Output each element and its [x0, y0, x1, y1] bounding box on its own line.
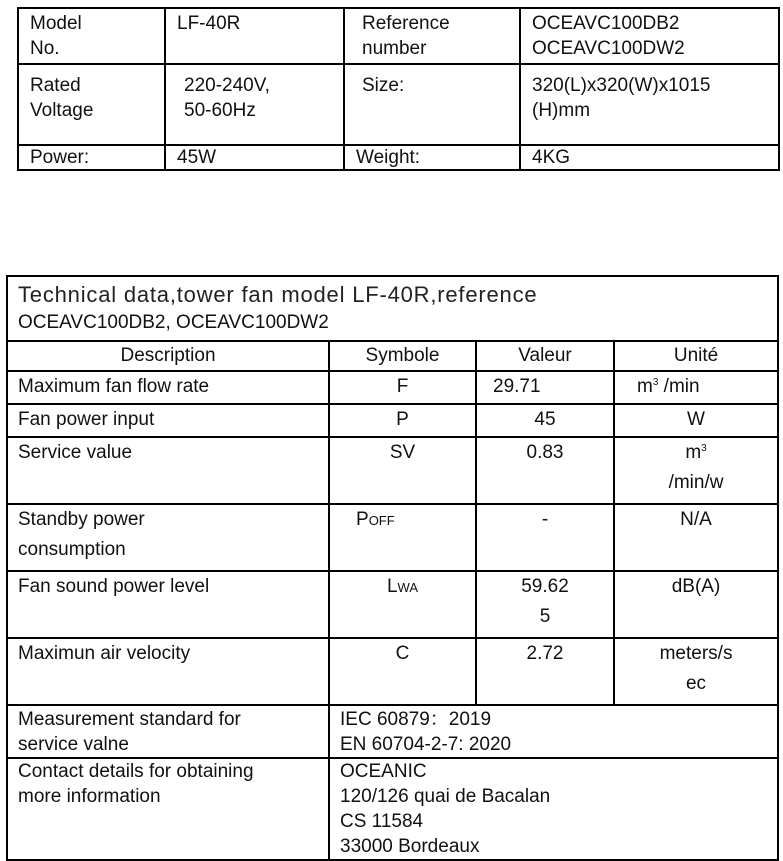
spec-label-power [18, 145, 165, 170]
spec-value-power [165, 145, 344, 170]
row-symbol: F [329, 371, 476, 404]
value-text: 220-240V, [184, 75, 270, 96]
label-line: Measurement standard for [18, 709, 241, 730]
contact-value [329, 758, 778, 860]
label-text: Power: [30, 147, 90, 168]
symbol-main: P [356, 509, 369, 530]
header-symbol: Symbole [329, 341, 476, 371]
spec-value-weight [520, 145, 779, 170]
tech-title: Technical data,tower fan model LF-40R,reference [18, 282, 538, 307]
unit-base: m [637, 376, 653, 397]
unit-line: meters/s [659, 643, 733, 664]
row-description: Maximun air velocity [7, 638, 329, 705]
label-text: Model [30, 13, 82, 34]
row-value: 2.72 [476, 638, 614, 705]
spec-table [17, 7, 780, 171]
unit-line: /min/w [668, 472, 724, 493]
row-description: Fan sound power level [7, 571, 329, 638]
spec-row-power [18, 145, 779, 170]
spec-label-weight [344, 145, 520, 170]
row-value: 0.83 [476, 437, 614, 504]
value-line: IEC 60879：2019 [340, 709, 492, 730]
tech-title-cell [7, 276, 778, 341]
label-text: Weight: [356, 147, 421, 168]
row-description [7, 504, 329, 571]
value-text: 320(L)x320(W)x1015 [532, 75, 711, 96]
row-symbol: C [329, 638, 476, 705]
spec-label-voltage [18, 64, 165, 145]
symbol-subscript: wa [397, 576, 419, 597]
value-line: 5 [539, 606, 551, 627]
address-line: 33000 Bordeaux [340, 836, 480, 857]
unit-line [625, 438, 767, 468]
row-symbol [329, 571, 476, 638]
row-value [476, 571, 614, 638]
unit-superscript: 3 [652, 377, 659, 388]
row-symbol: P [329, 404, 476, 437]
value-text: 4KG [532, 147, 571, 168]
row-unit: N/A [614, 504, 778, 571]
spec-row-model [18, 8, 779, 64]
spec-row-voltage [18, 64, 779, 145]
tech-title-row [7, 276, 778, 341]
unit-line: ec [685, 673, 707, 694]
row-value: 45 [476, 404, 614, 437]
label-text: number [362, 38, 427, 59]
measurement-standard-row [7, 705, 778, 758]
contact-details-row [7, 758, 778, 860]
label-text: Size: [362, 75, 405, 96]
address-line: OCEANIC [340, 761, 427, 782]
row-description: Maximum fan flow rate [7, 371, 329, 404]
label-line: more information [18, 786, 161, 807]
spec-label-reference [344, 8, 520, 64]
row-symbol [329, 504, 476, 571]
value-text: OCEAVC100DW2 [532, 38, 685, 59]
label-text: Voltage [30, 100, 94, 121]
label-line: service valne [18, 734, 129, 755]
spec-label-size [344, 64, 520, 145]
value-text: 45W [177, 147, 217, 168]
row-unit: dB(A) [614, 571, 778, 638]
tech-subtitle: OCEAVC100DB2, OCEAVC100DW2 [18, 312, 329, 333]
row-description: Fan power input [7, 404, 329, 437]
table-row [7, 504, 778, 571]
spec-value-size [520, 64, 779, 145]
spec-label-model [18, 8, 165, 64]
table-row [7, 571, 778, 638]
table-row [7, 371, 778, 404]
value-text: OCEAVC100DB2 [532, 13, 680, 34]
row-symbol: SV [329, 437, 476, 504]
unit-base: m [685, 442, 702, 463]
table-row [7, 638, 778, 705]
row-unit [614, 638, 778, 705]
value-text: LF-40R [177, 13, 241, 34]
address-line: CS 11584 [340, 811, 424, 832]
row-value: - [476, 504, 614, 571]
address-line: 120/126 quai de Bacalan [340, 786, 551, 807]
unit-superscript: 3 [701, 443, 707, 454]
description-line: consumption [18, 539, 126, 560]
value-text: 50-60Hz [184, 100, 256, 121]
spec-value-reference [520, 8, 779, 64]
row-unit: W [614, 404, 778, 437]
label-line: Contact details for obtaining [18, 761, 254, 782]
unit-rest: /min [658, 376, 700, 397]
table-row [7, 437, 778, 504]
value-line: EN 60704-2-7: 2020 [340, 734, 512, 755]
row-value: 29.71 [476, 371, 614, 404]
row-description: Service value [7, 437, 329, 504]
header-description: Description [7, 341, 329, 371]
technical-data-table [6, 275, 779, 861]
header-unit: Unité [614, 341, 778, 371]
spec-value-voltage [165, 64, 344, 145]
table-row [7, 404, 778, 437]
measurement-label [7, 705, 329, 758]
value-text: (H)mm [532, 100, 591, 121]
value-line: 59.62 [521, 576, 569, 597]
label-text: Reference [362, 13, 450, 34]
row-unit [614, 437, 778, 504]
spec-value-model [165, 8, 344, 64]
row-unit [614, 371, 778, 404]
tech-header-row [7, 341, 778, 371]
description-line: Standby power [18, 509, 145, 530]
label-text: Rated [30, 75, 81, 96]
header-value: Valeur [476, 341, 614, 371]
measurement-value [329, 705, 778, 758]
label-text: No. [30, 38, 60, 59]
symbol-subscript: off [368, 509, 395, 530]
contact-label [7, 758, 329, 860]
symbol-main: L [386, 576, 398, 597]
